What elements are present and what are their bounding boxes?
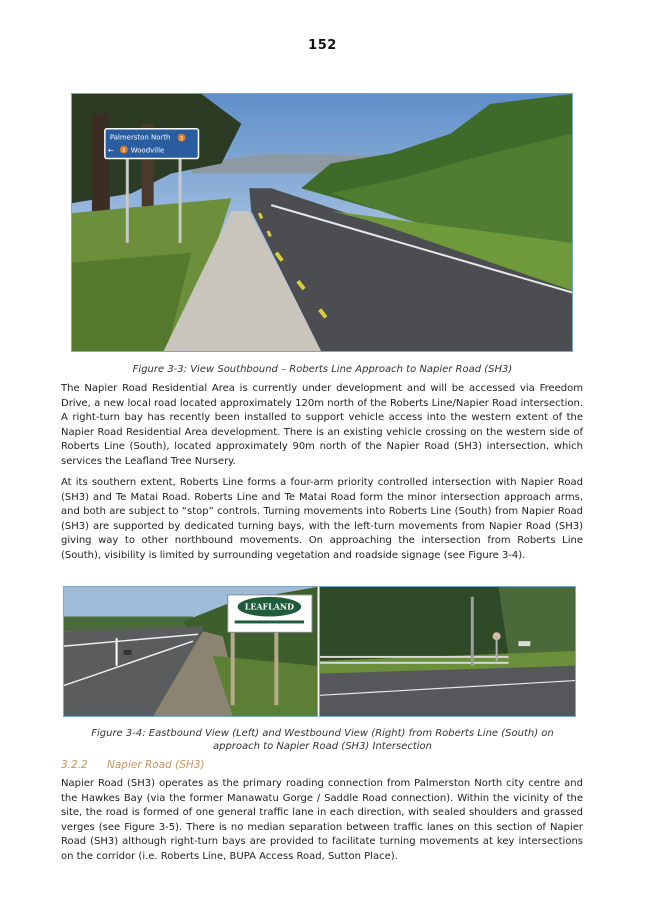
figure-3-3-photo [71,93,573,352]
paragraph-3: Napier Road (SH3) operates as the primary roading connection from Palmerston North city centre and the Hawkes Bay (via the former Manawatu Gorge / Saddle Road connection). Within the vicinity of the site, the road is formed of one general traffic lane in each direction, with sealed shoulders and grassed verges (see Figure 3-5). There is no median separation between traffic lanes on this section of Napier Road (SH3) although right-turn bays are provided to facilitate turning movements at key intersections on the corridor (i.e. Roberts Line, BUPA Access Road, Sutton Place). [61,778,583,862]
section-title: Napier Road (SH3) [107,759,205,771]
sign-route-number-2: 3 [122,148,126,155]
road-scene-illustration [72,94,572,351]
figure-3-4-caption-line-1: Figure 3-4: Eastbound View (Left) and Westbound View (Right) from Roberts Line (South) on [91,728,554,739]
figure-3-4-right-photo [319,586,576,717]
figure-3-4-caption-line-2: approach to Napier Road (SH3) Intersection [212,741,432,752]
eastbound-view-illustration [64,587,317,716]
svg-text:←: ← [107,146,114,155]
figure-3-3-caption: Figure 3-3: View Southbound – Roberts Line Approach to Napier Road (SH3) [132,364,513,375]
section-heading [61,759,205,771]
page-number: 152 [308,38,337,53]
leafland-sign-text: LEAFLAND [244,602,294,612]
section-number: 3.2.2 [61,759,88,771]
westbound-view-illustration [320,587,575,716]
paragraph-1: The Napier Road Residential Area is currently under development and will be accessed via Freedom Drive, a new local road located approximately 120m north of the Roberts Line/Napier Road intersection. A right-turn bay has recently been installed to support vehicle access into the western extent of the Napier Road Residential Area development. There is an existing vehicle crossing on the western side of Roberts Line (South), located approximately 90m north of the Napier Road (SH3) intersection, which services the Leafland Tree Nursery. [61,383,583,467]
sign-line-woodville: Woodville [130,146,165,155]
sign-route-number-1: 3 [179,136,184,143]
figure-3-4-left-photo [63,586,318,717]
sign-line-palmerston: Palmerston North [109,133,171,142]
paragraph-2: At its southern extent, Roberts Line forms a four-arm priority controlled intersection with Napier Road (SH3) and Te Matai Road. Roberts Line and Te Matai Road form the minor intersection approach arms, and both are subject to “stop” controls. Turning movements into Roberts Line (South) from Napier Road (SH3) are supported by dedicated turning bays, with the left-turn movements from Napier Road (SH3) giving way to other northbound movements. On approaching the intersection from Roberts Line (South), visibility is limited by surrounding vegetation and roadside signage (see Figure 3-4). [61,477,583,561]
